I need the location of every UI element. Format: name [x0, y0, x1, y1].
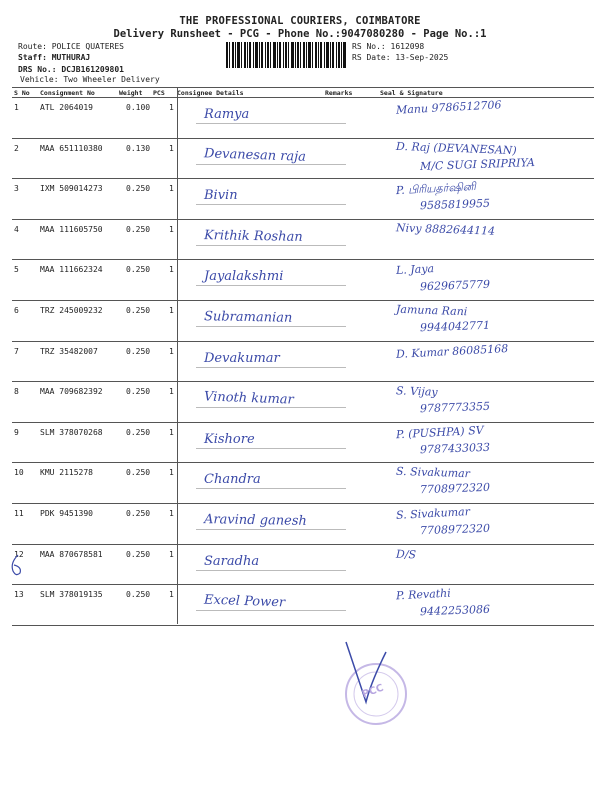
row-consignment-no: MAA 111662324 — [40, 265, 103, 275]
col-seal: Seal & Signature — [380, 89, 443, 97]
row-consignee-name: Aravind ganesh — [203, 512, 307, 529]
consignee-underline — [196, 529, 346, 530]
row-sno: 7 — [14, 346, 19, 356]
col-consignment: Consignment No — [40, 89, 95, 97]
row-signature: P. பிரியதர்ஷினி — [395, 180, 477, 198]
row-weight: 0.250 — [126, 590, 151, 600]
row-signature-phone: 9442253086 — [419, 602, 491, 619]
consignee-underline — [196, 245, 346, 246]
row-signature: L. Jaya — [395, 262, 435, 278]
row-weight: 0.250 — [126, 468, 151, 478]
row-signature-phone: 7708972320 — [419, 481, 491, 497]
col-remarks: Remarks — [325, 89, 353, 97]
col-pcs: PCS — [153, 89, 165, 97]
row-pcs: 1 — [169, 346, 174, 356]
row-sno: 5 — [14, 265, 19, 275]
stamp-seal — [326, 632, 426, 732]
row-pcs: 1 — [169, 143, 174, 153]
row-weight: 0.250 — [126, 509, 151, 518]
table-top-border — [12, 87, 594, 88]
consignee-underline — [196, 123, 346, 124]
row-signature-phone: 9787773355 — [419, 399, 491, 416]
row-signature-phone: 7708972320 — [419, 521, 491, 538]
table-row — [0, 219, 600, 260]
row-signature-phone: 9787433033 — [419, 440, 491, 457]
row-pcs: 1 — [169, 468, 174, 478]
row-pcs: 1 — [169, 306, 174, 315]
table-row — [0, 178, 600, 219]
row-weight: 0.100 — [126, 103, 151, 112]
row-consignee-name: Ramya — [204, 107, 250, 122]
row-signature: D. Raj (DEVANESAN) — [395, 139, 517, 157]
row-consignment-no: TRZ 35482007 — [40, 346, 98, 356]
row-weight: 0.250 — [126, 224, 151, 234]
table-row — [0, 381, 600, 422]
row-consignment-no: SLM 378070268 — [40, 427, 103, 437]
table-row — [0, 584, 600, 625]
row-consignment-no: TRZ 245009232 — [40, 306, 103, 315]
table-row — [0, 300, 600, 341]
row-signature: D. Kumar 86085168 — [395, 341, 509, 361]
document-title: THE PROFESSIONAL COURIERS, COIMBATORE — [179, 15, 421, 27]
row-sno: 3 — [14, 184, 19, 194]
row-signature: S. Sivakumar — [395, 505, 471, 522]
row-consignee-name: Excel Power — [203, 592, 286, 611]
row-signature: D/S — [395, 547, 417, 561]
row-signature-phone: 9629675779 — [419, 278, 491, 294]
row-signature: P. (PUSHPA) SV — [395, 423, 484, 442]
col-consignee: Consignee Details — [177, 89, 244, 97]
row-consignment-no: MAA 111605750 — [40, 224, 103, 234]
document-subtitle: Delivery Runsheet - PCG - Phone No.:9047080280 - Page No.:1 — [113, 28, 487, 40]
route-text: Route: POLICE QUATERES — [18, 42, 124, 51]
row-pcs: 1 — [169, 427, 174, 437]
consignee-underline — [196, 407, 346, 408]
col-weight: Weight — [119, 89, 143, 97]
row-pcs: 1 — [169, 265, 174, 275]
row-sno: 1 — [14, 103, 19, 112]
table-row — [0, 259, 600, 300]
row-sno: 2 — [14, 143, 19, 153]
table-row — [0, 422, 600, 463]
row-consignee-name: Krithik Roshan — [203, 227, 303, 245]
table-row — [0, 503, 600, 544]
row-weight: 0.250 — [126, 346, 151, 356]
row-sno: 10 — [14, 468, 24, 478]
row-consignee-name: Bivin — [204, 188, 238, 204]
row-sno: 9 — [14, 427, 19, 437]
row-weight: 0.130 — [126, 143, 151, 153]
row-signature: Manu 9786512706 — [395, 98, 502, 117]
consignee-underline — [196, 570, 346, 571]
row-sno: 8 — [14, 387, 19, 397]
row-consignee-name: Devanesan raja — [203, 145, 307, 165]
consignee-underline — [196, 285, 346, 286]
row-consignee-name: Kishore — [204, 431, 255, 447]
row-weight: 0.250 — [126, 387, 151, 397]
rs-no-text: RS No.: 1612098 — [352, 42, 425, 51]
row-signature: S. Sivakumar — [395, 465, 471, 481]
staff-text: Staff: MUTHURAJ — [18, 53, 91, 62]
row-consignee-name: Saradha — [204, 553, 260, 569]
row-consignment-no: MAA 651110380 — [40, 143, 103, 153]
row-sno: 4 — [14, 224, 19, 234]
col-sno: S No — [14, 89, 30, 97]
stamp-text: PCC — [360, 682, 386, 701]
consignee-underline — [196, 610, 346, 611]
table-row — [0, 97, 600, 138]
consignee-underline — [196, 367, 346, 368]
row-sno: 11 — [14, 509, 24, 518]
row-signature-phone: 9944042771 — [419, 318, 491, 335]
row-pcs: 1 — [169, 509, 174, 518]
row-sno: 6 — [14, 306, 19, 315]
row-consignment-no: ATL 2064019 — [40, 103, 93, 112]
row-consignment-no: KMU 2115278 — [40, 468, 93, 478]
row-consignee-name: Vinoth kumar — [203, 389, 295, 408]
row-pcs: 1 — [169, 103, 174, 112]
row-pcs: 1 — [169, 549, 174, 559]
row-weight: 0.250 — [126, 427, 151, 437]
vehicle-text: Vehicle: Two Wheeler Delivery — [20, 75, 160, 84]
consignee-underline — [196, 204, 346, 205]
row-signature: Jamuna Rani — [395, 302, 468, 319]
row-signature-phone: 9585819955 — [419, 196, 491, 213]
row-pcs: 1 — [169, 387, 174, 397]
rs-date-text: RS Date: 13-Sep-2025 — [352, 53, 449, 62]
row-signature: P. Revathi — [395, 586, 452, 603]
consignee-underline — [196, 326, 346, 327]
barcode-image — [226, 42, 346, 68]
consignee-underline — [196, 488, 346, 489]
row-consignee-name: Devakumar — [204, 350, 280, 366]
margin-mark — [8, 553, 24, 579]
row-weight: 0.250 — [126, 184, 151, 194]
row-divider — [12, 625, 594, 626]
row-weight: 0.250 — [126, 306, 151, 315]
row-pcs: 1 — [169, 224, 174, 234]
meta-right — [352, 41, 448, 63]
row-sno: 12 — [14, 549, 24, 559]
row-consignment-no: MAA 709682392 — [40, 387, 103, 397]
row-signature: Nivy 8882644114 — [395, 221, 496, 238]
row-signature: S. Vijay — [395, 384, 438, 399]
table-row — [0, 341, 600, 382]
consignee-underline — [196, 448, 346, 449]
meta-left — [18, 41, 124, 75]
row-consignment-no: SLM 378019135 — [40, 590, 103, 600]
row-consignee-name: Chandra — [204, 472, 261, 488]
row-consignment-no: PDK 9451390 — [40, 509, 93, 518]
row-consignment-no: MAA 870678581 — [40, 549, 103, 559]
drs-text: DRS No.: DCJB161209801 — [18, 65, 124, 74]
row-consignee-name: Subramanian — [203, 309, 293, 326]
row-consignment-no: IXM 509014273 — [40, 184, 103, 194]
row-pcs: 1 — [169, 184, 174, 194]
row-weight: 0.250 — [126, 549, 151, 559]
table-row — [0, 138, 600, 179]
table-row — [0, 462, 600, 503]
table-row — [0, 544, 600, 585]
row-pcs: 1 — [169, 590, 174, 600]
row-consignee-name: Jayalakshmi — [204, 269, 284, 285]
row-sno: 13 — [14, 590, 24, 600]
row-signature-phone: M/C SUGI SRIPRIYA — [419, 155, 536, 173]
row-weight: 0.250 — [126, 265, 151, 275]
consignee-underline — [196, 164, 346, 165]
